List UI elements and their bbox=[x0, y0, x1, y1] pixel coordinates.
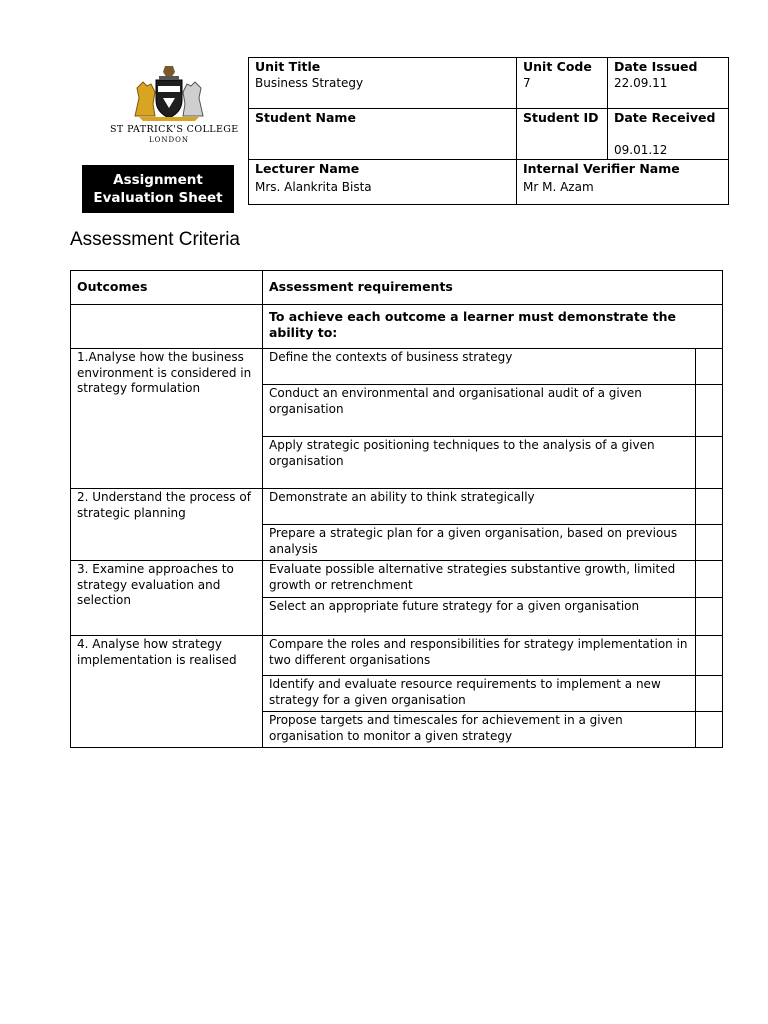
table-header-row bbox=[71, 271, 723, 305]
table-row bbox=[71, 349, 723, 385]
sheet-title-line2: Evaluation Sheet bbox=[93, 190, 223, 206]
table-row bbox=[71, 636, 723, 676]
verifier-label: Internal Verifier Name bbox=[523, 161, 680, 176]
requirement-check-cell[interactable] bbox=[696, 525, 723, 561]
college-name: ST PATRICK'S COLLEGE bbox=[110, 124, 239, 135]
table-row bbox=[71, 561, 723, 598]
unit-code-cell bbox=[517, 58, 608, 109]
unit-code-value: 7 bbox=[523, 76, 531, 90]
criteria-heading: Assessment Criteria bbox=[70, 229, 240, 250]
student-id-label: Student ID bbox=[523, 110, 599, 125]
requirement-check-cell[interactable] bbox=[696, 489, 723, 525]
unit-title-cell bbox=[249, 58, 517, 109]
subheader-text: To achieve each outcome a learner must demonstrate the ability to: bbox=[263, 305, 723, 349]
college-crest-icon bbox=[129, 62, 209, 122]
requirement-text: Propose targets and timescales for achievement in a given organisation to monitor a given strategy bbox=[263, 712, 696, 748]
requirement-check-cell[interactable] bbox=[696, 676, 723, 712]
requirement-text: Conduct an environmental and organisational audit of a given organisation bbox=[263, 385, 696, 437]
lecturer-label: Lecturer Name bbox=[255, 161, 360, 176]
date-received-label: Date Received bbox=[614, 110, 716, 125]
requirement-check-cell[interactable] bbox=[696, 636, 723, 676]
unit-code-label: Unit Code bbox=[523, 59, 592, 74]
unit-title-value: Business Strategy bbox=[255, 76, 364, 90]
lecturer-cell bbox=[249, 160, 517, 205]
sheet-title-line1: Assignment bbox=[113, 172, 203, 188]
outcomes-header: Outcomes bbox=[71, 271, 263, 305]
outcome-3-text: 3. Examine approaches to strategy evaluation and selection bbox=[71, 561, 263, 636]
requirement-check-cell[interactable] bbox=[696, 712, 723, 748]
requirement-text: Identify and evaluate resource requirements to implement a new strategy for a given organisation bbox=[263, 676, 696, 712]
unit-title-label: Unit Title bbox=[255, 59, 321, 74]
lecturer-value: Mrs. Alankrita Bista bbox=[255, 180, 372, 194]
date-received-value: 09.01.12 bbox=[614, 143, 668, 157]
date-issued-label: Date Issued bbox=[614, 59, 698, 74]
verifier-cell bbox=[517, 160, 729, 205]
requirement-check-cell[interactable] bbox=[696, 385, 723, 437]
requirement-text: Compare the roles and responsibilities for strategy implementation in two different organisations bbox=[263, 636, 696, 676]
student-name-label: Student Name bbox=[255, 110, 356, 125]
date-received-cell bbox=[608, 109, 729, 160]
unit-info-table bbox=[248, 57, 729, 205]
outcome-1-text: 1.Analyse how the business environment is considered in strategy formulation bbox=[71, 349, 263, 489]
requirement-check-cell[interactable] bbox=[696, 349, 723, 385]
subheader-empty-cell bbox=[71, 305, 263, 349]
requirement-text: Select an appropriate future strategy for a given organisation bbox=[263, 598, 696, 636]
student-name-cell bbox=[249, 109, 517, 160]
outcome-4-text: 4. Analyse how strategy implementation is realised bbox=[71, 636, 263, 748]
verifier-value: Mr M. Azam bbox=[523, 180, 594, 194]
date-issued-cell bbox=[608, 58, 729, 109]
requirements-header: Assessment requirements bbox=[263, 271, 723, 305]
requirement-check-cell[interactable] bbox=[696, 561, 723, 598]
requirement-text: Demonstrate an ability to think strategically bbox=[263, 489, 696, 525]
requirement-text: Evaluate possible alternative strategies substantive growth, limited growth or retrenchment bbox=[263, 561, 696, 598]
college-city: LONDON bbox=[149, 136, 189, 144]
requirement-check-cell[interactable] bbox=[696, 437, 723, 489]
requirement-text: Apply strategic positioning techniques to the analysis of a given organisation bbox=[263, 437, 696, 489]
requirement-text: Prepare a strategic plan for a given organisation, based on previous analysis bbox=[263, 525, 696, 561]
student-id-cell bbox=[517, 109, 608, 160]
requirement-check-cell[interactable] bbox=[696, 598, 723, 636]
table-row bbox=[71, 489, 723, 525]
outcome-2-text: 2. Understand the process of strategic planning bbox=[71, 489, 263, 561]
date-issued-value: 22.09.11 bbox=[614, 76, 668, 90]
sheet-title-box bbox=[82, 165, 234, 213]
table-subheader-row bbox=[71, 305, 723, 349]
requirement-text: Define the contexts of business strategy bbox=[263, 349, 696, 385]
assessment-table bbox=[70, 270, 723, 748]
